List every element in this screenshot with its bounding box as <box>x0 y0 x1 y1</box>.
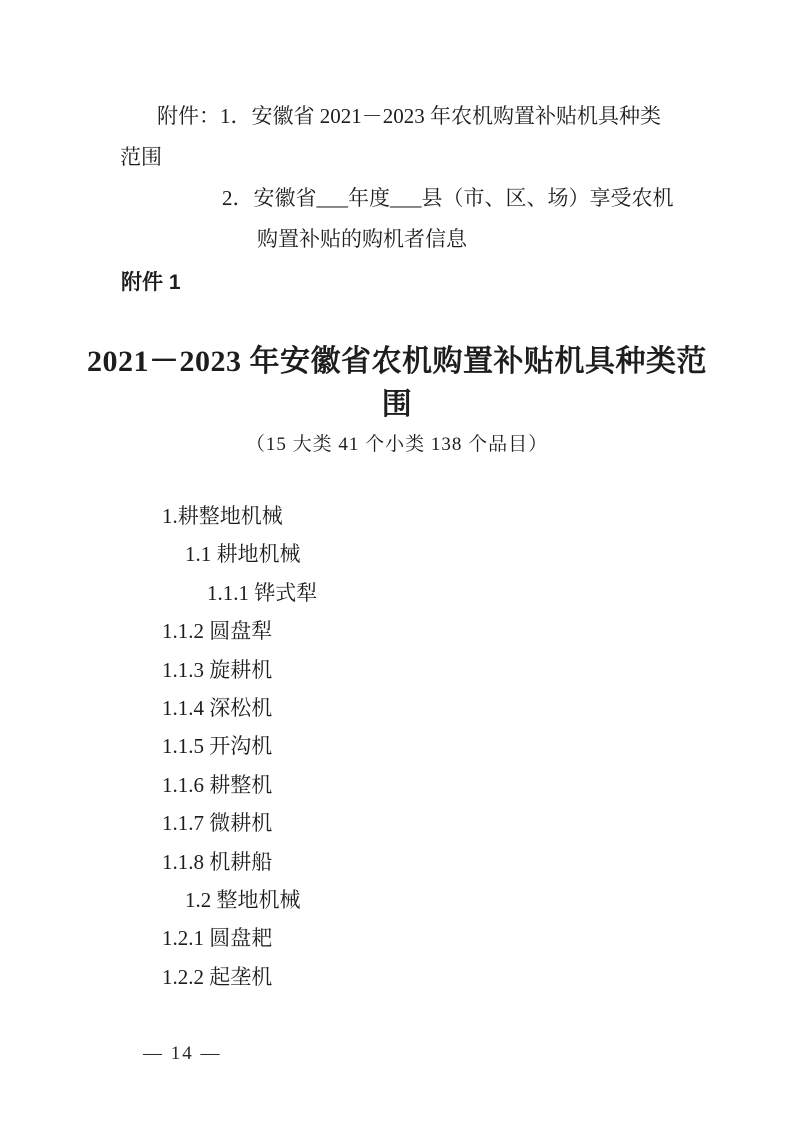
list-item: 1.2.2 起垄机 <box>162 964 273 989</box>
list-item: 1.1.1 铧式犁 <box>207 580 318 605</box>
attachment-note-line: 范围 <box>120 145 162 169</box>
attachment-label: 附件 1 <box>121 271 181 294</box>
attachment-note <box>120 96 684 260</box>
attachment-note-line: 购置补贴的购机者信息 <box>257 227 467 251</box>
attachment-note-line: 附件：1．安徽省 2021－2023 年农机购置补贴机具种类 <box>157 104 661 128</box>
catalog-list <box>120 497 694 996</box>
list-item: 1.1.2 圆盘犁 <box>162 619 273 644</box>
list-item: 1.耕整地机械 <box>162 504 283 528</box>
page-title-line: 2021－2023 年安徽省农机购置补贴机具种类范 <box>87 345 707 378</box>
list-item: 1.1.7 微耕机 <box>162 811 273 836</box>
page-title-line: 围 <box>381 388 413 421</box>
list-item: 1.1.8 机耕船 <box>162 849 273 874</box>
list-item: 1.2.1 圆盘耙 <box>162 926 273 951</box>
list-item: 1.2 整地机械 <box>185 888 301 913</box>
list-item: 1.1.6 耕整机 <box>162 772 273 797</box>
list-item: 1.1 耕地机械 <box>185 542 301 567</box>
attachment-note-line: 2．安徽省___年度___县（市、区、场）享受农机 <box>222 186 674 210</box>
page-title <box>56 340 738 426</box>
page-subtitle: （15 大类 41 个小类 138 个品目） <box>245 434 549 455</box>
page-number: — 14 — <box>143 1043 222 1064</box>
list-item: 1.1.5 开沟机 <box>162 734 273 759</box>
list-item: 1.1.3 旋耕机 <box>162 657 273 682</box>
list-item: 1.1.4 深松机 <box>162 696 273 721</box>
